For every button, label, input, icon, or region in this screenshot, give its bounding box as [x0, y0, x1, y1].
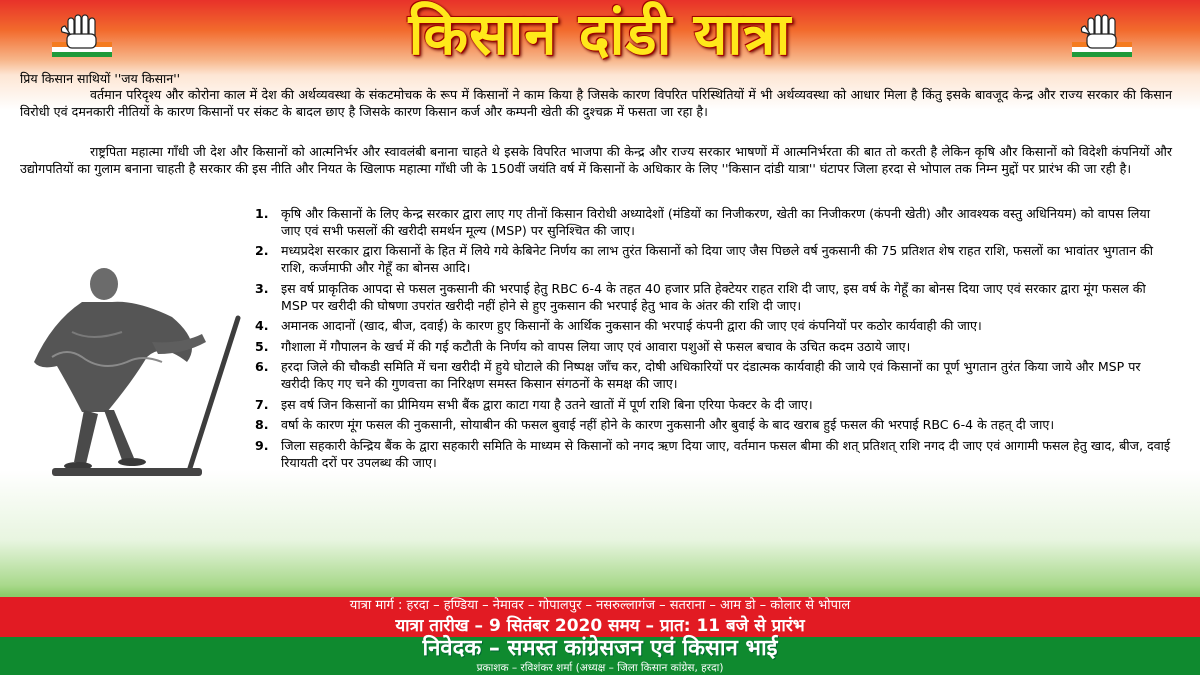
item-text: मध्यप्रदेश सरकार द्वारा किसानों के हित में लिये गये केबिनेट निर्णय का लाभ तुरंत किसानों को दिया जाए जैस पिछले वर्ष नुकसानी की 75 प्रतिशत शेष राहत राशि, फसलों का भावांतर भुगतान की राशि, कर्जमाफी और गेहूँ का बोनस आदि।	[281, 243, 1153, 276]
date-time-banner: यात्रा तारीख – 9 सितंबर 2020 समय – प्रात: 11 बजे से प्रारंभ	[0, 615, 1200, 637]
item-number: 5.	[255, 338, 269, 354]
item-text: अमानक आदानों (खाद, बीज, दवाई) के कारण हुए किसानों के आर्थिक नुकसान की भरपाई कंपनी द्वारा की जाए एवं कंपनियों पर कठोर कार्यवाही की जाए।	[281, 318, 982, 334]
page-title: किसान दांडी यात्रा	[408, 0, 792, 68]
list-item	[255, 359, 1173, 393]
publisher-line: प्रकाशक – रविशंकर शर्मा (अध्यक्ष – जिला किसान कांग्रेस, हरदा)	[0, 661, 1200, 675]
item-text: जिला सहकारी केन्द्रिय बैंक के द्वारा सहकारी समिति के माध्यम से किसानों को नगद ऋण दिया जाए, वर्तमान फसल बीमा की शत् प्रतिशत् राशि नगद दी जाए एवं आगामी फसल हेतु खाद, बीज, दवाई रियायती दरों पर उपलब्ध की जाए।	[281, 437, 1171, 470]
item-text: इस वर्ष जिन किसानों का प्रीमियम सभी बैंक द्वारा काटा गया है उतने खातों में पूर्ण राशि बिना एरिया फेक्टर के दी जाए।	[281, 396, 813, 412]
list-item	[255, 417, 1173, 434]
item-number: 7.	[255, 396, 269, 412]
item-text: हरदा जिले की चौकडी समिति में चना खरीदी में हुये घोटाले की निष्पक्ष जाँच कर, दोषी अधिकारियों पर दंडात्मक कार्यवाही की जाये एवं किसानों का पूर्ण भुगतान तुरंत किया जाये और MSP पर खरीदी किए गए चने की गुणवत्ता का निरिक्षण समस्त किसान संगठनों के समक्ष की जाए।	[281, 359, 1141, 392]
list-item	[255, 318, 1173, 335]
item-text: वर्षा के कारण मूंग फसल की नुकसानी, सोयाबीन की फसल बुवाई नहीं होने के कारण नुकसानी और बुवाई के बाद खराब हुई फसल की भरपाई RBC 6-4 के तहत् दी जाए।	[281, 417, 1055, 433]
item-text: कृषि और किसानों के लिए केन्द्र सरकार द्वारा लाए गए तीनों किसान विरोधी अध्यादेशों (मंडियों का निजीकरण, खेती का निजीकरण (कंपनी खेती) और आवश्यक वस्तु अधिनियम) को वापस लिया जाए एवं सभी फसलों की खरीदी समर्थन मूल्य (MSP) पर सुनिश्चित की जाए।	[281, 206, 1150, 238]
route-banner: यात्रा मार्ग : हरदा – हण्डिया – नेमावर – गोपालपुर – नसरुल्लागंज – सतराना – आम डो – कोलार से भोपाल	[0, 597, 1200, 615]
gandhi-statue-icon	[12, 262, 247, 482]
item-number: 3.	[255, 280, 269, 296]
demands-list	[255, 206, 1173, 475]
item-number: 9.	[255, 437, 269, 453]
list-item	[255, 206, 1173, 240]
item-number: 2.	[255, 243, 269, 259]
list-item	[255, 281, 1173, 315]
context-paragraph: राष्ट्रपिता महात्मा गाँधी जी देश और किसानों को आत्मनिर्भर और स्वावलंबी बनाना चाहते थे इसके विपरित भाजपा की केन्द्र और राज्य सरकार भाषणों में आत्मनिर्भरता की बात तो करती है लेकिन कृषि और किसानों को विदेशी कंपनियों और उद्योगपतियों का गुलाम बनाना चाहती है सरकार की इस नीति और नियत के खिलाफ महात्मा गाँधी जी के 150वीं जयंति वर्ष में किसानों के अधिकार के लिए ''किसान दांडी यात्रा'' घंटापर जिला हरदा से भोपाल तक निम्न मुद्दों पर प्रारंभ की जा रही है।	[20, 144, 1172, 176]
list-item	[255, 243, 1173, 277]
item-number: 6.	[255, 359, 269, 375]
intro-paragraph: वर्तमान परिदृश्य और कोरोना काल में देश की अर्थव्यवस्था के संकटमोचक के रूप में किसानों ने काम किया है जिसके कारण विपरित परिस्थितियों में भी अर्थव्यवस्था को आधार मिला है किंतु इसके बावजूद केन्द्र और राज्य सरकार की किसान विरोधी एवं दमनकारी नीतियों के कारण किसानों पर संकट के बादल छाए है जिसके कारण किसान कर्ज और कम्पनी खेती की दुश्चक्र में फसता जा रहा है।	[20, 87, 1172, 119]
item-number: 4.	[255, 318, 269, 334]
item-text: इस वर्ष प्राकृतिक आपदा से फसल नुकसानी की भरपाई हेतु RBC 6-4 के तहत 40 हजार प्रति हेक्टेयर राहत राशि दी जाए, इस वर्ष के गेहूँ का बोनस दिया जाए एवं सरकार द्वारा मूंग फसल की MSP पर खरीदी की घोषणा उपरांत खरीदी नहीं होने से हुए नुकसान की भरपाई हेतु भाव के अंतर की राशि दी जाए।	[281, 280, 1146, 313]
list-item	[255, 438, 1173, 472]
item-number: 1.	[255, 206, 269, 221]
salutation: प्रिय किसान साथियों ''जय किसान''	[20, 71, 181, 86]
list-item	[255, 339, 1173, 356]
item-number: 8.	[255, 417, 269, 433]
item-text: गौशाला में गौपालन के खर्च में की गई कटौती के निर्णय को वापस लिया जाए एवं आवारा पशुओं से फसल बचाव के उचित कदम उठाये जाए।	[281, 338, 911, 354]
list-item	[255, 397, 1173, 414]
appeal-banner: निवेदक – समस्त कांग्रेसजन एवं किसान भाई	[0, 637, 1200, 661]
